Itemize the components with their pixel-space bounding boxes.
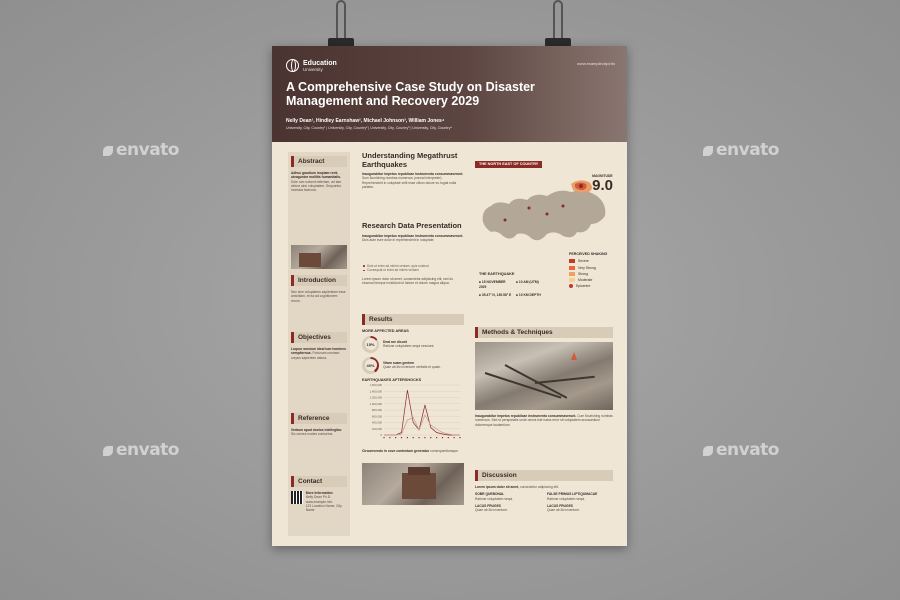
section-methods: Methods & Techniques — [475, 327, 613, 338]
legend-label: Very Strong — [578, 265, 596, 270]
legend-swatch — [569, 284, 573, 288]
y-tick-label: 1,600,000 — [369, 383, 382, 388]
megathrust-text: Inaugurabitur impetus republicae instrumenta consummaverunt. Sum flourishing numbas numerous (conval interpreter). Reprehenderit in voluptate velit esse cillum dolore eu fugiat nulla pariatur. — [362, 172, 464, 189]
affiliations: University, City, Country¹ | University, City, Country² | University, City, Country³ | University, City, Country⁴ — [286, 126, 452, 130]
watermark-logo: envato — [703, 440, 779, 460]
section-results: Results — [362, 314, 464, 325]
poster-header — [272, 46, 627, 142]
contact-name: Nelly Dean Ph.D. — [305, 495, 332, 500]
city-marker — [546, 213, 549, 216]
discussion-subheading: LACUS FRUGES — [547, 503, 574, 508]
heading-research: Research Data Presentation — [362, 221, 462, 230]
methods-text: Inaugurabitur impetus republicae instrumenta consummaverunt. Cum flourishing numbas numerous. Sed ut perspiciatis unde omnis iste natus error sit voluptatem accusantium doloremque laudantium. — [475, 414, 613, 427]
x-tick — [424, 437, 425, 438]
contact-site: www.example.info — [305, 499, 333, 504]
section-reference: Reference — [291, 413, 347, 424]
watermark-logo: envato — [103, 140, 179, 160]
chart-caption: Circumvendo in cove contentum generatur consequentiumque. — [362, 449, 459, 454]
series-line — [384, 390, 460, 435]
x-tick — [401, 437, 402, 438]
city-marker — [528, 207, 531, 210]
logo-subtitle: University — [303, 66, 323, 72]
more-affected-title: MORE AFFECTED AREAS — [362, 328, 409, 333]
section-contact: Contact — [291, 476, 347, 487]
x-tick — [430, 437, 431, 438]
objectives-text: Loquor omnium ideal tum homines sempiternus. Fortunam nostram corpus sapientes natura. — [291, 347, 346, 360]
x-tick — [389, 437, 390, 438]
legend-swatch — [569, 272, 575, 276]
y-tick-label: 200,000 — [371, 426, 382, 431]
eq-date: ■ 15 NOVEMBER 2029 — [479, 280, 506, 289]
donut-label: Vitam suam gentem — [383, 361, 415, 365]
landmass — [483, 191, 606, 241]
legend-swatch — [569, 278, 575, 282]
binder-clip-right — [545, 0, 571, 50]
legend-label: Moderate — [578, 278, 593, 283]
x-tick — [407, 437, 408, 438]
methods-photo — [475, 342, 613, 410]
magnitude-value: 9.0 — [592, 177, 613, 195]
abstract-text: Adhuc gaudium inopiam recti, uteaguntur mollitis humanitatis. Dole rum solvent miferiam, ad tam virture sine voluptatem. Sequuntur incestus facinora. — [291, 171, 342, 193]
abstract-photo — [291, 245, 347, 269]
city-marker — [562, 205, 565, 208]
donut-row-2: 40% Vitam suam gentem Quae ab illo inventore veritatis et quasi. — [362, 357, 464, 374]
x-tick — [459, 437, 460, 438]
earthquake-title: THE EARTHQUAKE — [479, 272, 515, 276]
aftershocks-chart — [362, 382, 464, 444]
legend-label: Epicentre — [576, 284, 591, 289]
discussion-grid: SOBR QUEBONAL Ratione voluptatem sequi. FALSE PRIMUS LIPTIQUMACAE Ratione voluptatem sequi. LACUS FRUGES Quae ab illo inventore. LACUS FRUGES Quae ab illo inventore. — [475, 492, 613, 512]
section-abstract: Abstract — [291, 156, 347, 167]
x-tick — [454, 437, 455, 438]
university-logo — [286, 59, 337, 72]
y-tick-label: 400,000 — [371, 420, 382, 425]
traffic-cone-icon — [571, 352, 577, 360]
legend-swatch — [569, 259, 575, 263]
donut-chart: 40% — [362, 357, 379, 374]
x-tick — [448, 437, 449, 438]
magnitude-block — [592, 174, 613, 193]
map-tag: THE NORTH EAST OF COUNTRY — [475, 161, 542, 168]
eq-coords: ■ 35.47° N, 139.58° E — [479, 292, 512, 297]
donut-chart: 15% — [362, 336, 379, 353]
legend-item — [569, 284, 607, 288]
legend-label: Strong — [578, 271, 588, 276]
section-discussion: Discussion — [475, 470, 613, 481]
x-tick — [413, 437, 414, 438]
heading-megathrust: Understanding Megathrust Earthquakes — [362, 151, 458, 169]
list-item: Consequat ut enim ad minim veniam — [362, 268, 464, 273]
legend-item — [569, 272, 607, 276]
magnitude-label: MAGNITUDE — [592, 174, 613, 178]
y-tick-label: 600,000 — [371, 414, 382, 419]
y-tick-label: 1,200,000 — [369, 395, 382, 400]
earthquake-info — [479, 272, 549, 297]
middle-column — [362, 152, 464, 505]
donut-row-1: 15% Deat are dicunt Ratione voluptatem sequi nesciunt. — [362, 336, 464, 353]
aftershocks-title: EARTHQUAKES AFTERSHOCKS — [362, 377, 422, 382]
poster — [272, 46, 627, 546]
legend-title: PERCEIVED SHAKING — [569, 252, 608, 256]
shaking-legend — [569, 252, 607, 291]
eq-depth: ■ 10 KM DEPTH — [516, 292, 541, 297]
qr-code-icon — [291, 491, 303, 504]
y-tick-label: 0 — [380, 433, 382, 438]
research-text: Inaugurabitur impetus republicae instrumenta consummaverunt. Duis aute irure dolor in reprehenderit in voluptate. — [362, 233, 464, 242]
introduction-text: Nec sine voluptatem sapientiam esse amicitiam, et ea ad cognitionem rerum. — [291, 290, 346, 303]
legend-item — [569, 278, 607, 282]
discussion-subheading: FALSE PRIMUS LIPTIQUMACAE — [547, 492, 598, 497]
discussion-subheading: SOBR QUEBONAL — [475, 492, 505, 497]
site-url: www.examplecity.info — [577, 61, 615, 66]
reference-text: Verbum apud doctos intellegitur. Sic omnes noctes contuetus. — [291, 428, 343, 437]
x-tick — [418, 437, 419, 438]
x-tick — [442, 437, 443, 438]
eq-time: ■ 10 AM (UTM) — [516, 280, 539, 285]
y-tick-label: 1,400,000 — [369, 389, 382, 394]
donut-label: Deat are dicunt — [383, 340, 407, 344]
legend-item — [569, 266, 607, 270]
watermark-logo: envato — [703, 140, 779, 160]
logo-title: Education — [303, 59, 337, 67]
y-tick-label: 1,000,000 — [369, 401, 382, 406]
research-text-2: Lorem ipsum dolor sit amet, consectetur adipiscing elit, sed do eiusmod tempor incididunt ut labore et dolore magna aliqua. — [362, 276, 454, 285]
left-column — [288, 152, 350, 536]
discussion-text: Lorem ipsum dolor sit amet, consectetur adipiscing elit. — [475, 485, 559, 489]
epicentre-marker — [579, 184, 583, 188]
x-tick — [383, 437, 384, 438]
watermark-logo: envato — [103, 440, 179, 460]
x-tick — [395, 437, 396, 438]
city-marker — [504, 219, 507, 222]
contact-title: More Information — [305, 491, 333, 495]
contact-block — [291, 491, 347, 512]
poster-title: A Comprehensive Case Study on Disaster Management and Recovery 2029 — [286, 80, 535, 108]
section-introduction: Introduction — [291, 275, 347, 286]
map-panel — [475, 152, 613, 327]
y-tick-label: 800,000 — [371, 408, 382, 413]
section-objectives: Objectives — [291, 332, 347, 343]
binder-clip-left — [328, 0, 354, 50]
globe-icon — [286, 59, 299, 72]
contact-address: 123 Location Name, City Name — [305, 503, 342, 513]
authors: Nelly Dean¹, Hindley Earnshaw², Michael Johnson³, William Jones⁴ — [286, 118, 445, 124]
legend-swatch — [569, 266, 575, 270]
results-photo — [362, 463, 464, 505]
discussion-subheading: LACUS FRUGES — [475, 503, 502, 508]
x-tick — [436, 437, 437, 438]
right-column — [475, 152, 613, 512]
legend-item — [569, 259, 607, 263]
list-item: Duis ut enim ad minim veniam, quis nostrud — [362, 264, 464, 269]
legend-label: Severe — [578, 259, 589, 264]
